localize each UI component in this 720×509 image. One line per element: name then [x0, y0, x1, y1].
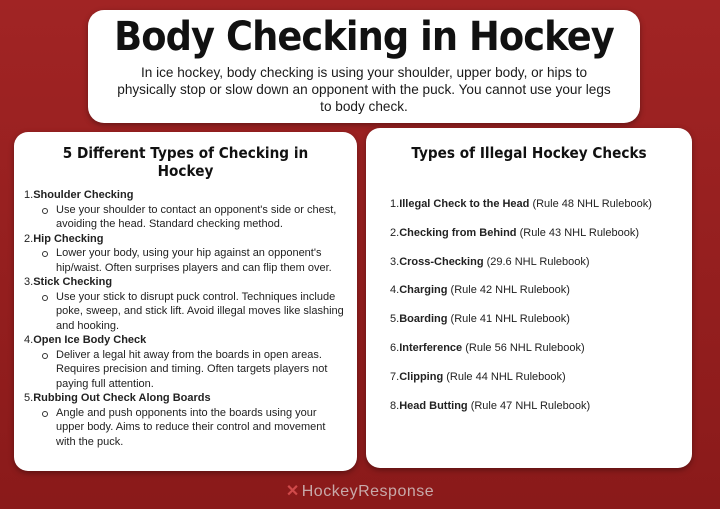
item-number: 1.	[24, 189, 34, 201]
item-number: 3.	[390, 255, 400, 268]
brand-name: HockeyResponse	[301, 483, 435, 500]
illegal-checks-card	[366, 128, 692, 468]
list-item	[24, 391, 347, 449]
item-number: 2.	[390, 226, 400, 239]
item-number: 5.	[390, 313, 400, 326]
checking-types-card	[14, 132, 357, 471]
list-item	[390, 400, 692, 429]
list-item	[390, 227, 692, 256]
page-title: Body Checking in Hockey	[114, 14, 614, 60]
illegal-checks-heading: Types of Illegal Hockey Checks	[411, 144, 647, 162]
item-name: Clipping	[399, 370, 444, 383]
list-item	[390, 371, 692, 400]
item-name: Interference	[399, 341, 463, 354]
item-name: Checking from Behind	[399, 226, 517, 239]
list-item	[390, 256, 692, 285]
item-name: Charging	[399, 284, 448, 297]
item-number: 4.	[24, 334, 34, 346]
item-name: Hip Checking	[33, 232, 104, 245]
list-item	[390, 313, 692, 342]
item-number: 5.	[24, 392, 34, 404]
item-name: Stick Checking	[33, 276, 113, 288]
item-name: Cross-Checking	[399, 255, 484, 268]
item-number: 6.	[390, 341, 400, 354]
item-number: 3.	[24, 276, 34, 288]
item-name: Open Ice Body Check	[33, 334, 147, 346]
item-name: Rubbing Out Check Along Boards	[33, 392, 211, 404]
list-item	[24, 275, 347, 333]
list-item	[390, 284, 692, 313]
item-description: Lower your body, using your hip against an opponent's hip/waist. Often surprises players and can flip them over.	[24, 246, 347, 275]
header-card	[88, 10, 640, 123]
item-rule: (Rule 48 NHL Rulebook)	[529, 198, 652, 210]
item-description: Angle and push opponents into the boards using your upper body. Aims to reduce their control and movement with the puck.	[24, 406, 347, 450]
item-rule: (Rule 41 NHL Rulebook)	[447, 313, 570, 326]
item-rule: (Rule 56 NHL Rulebook)	[462, 341, 585, 354]
item-rule: (29.6 NHL Rulebook)	[483, 255, 590, 268]
item-number: 2.	[24, 232, 34, 245]
brand-logo	[0, 481, 720, 501]
item-number: 7.	[390, 370, 400, 383]
item-rule: (Rule 47 NHL Rulebook)	[467, 399, 591, 412]
list-item	[24, 188, 347, 232]
item-name: Boarding	[399, 313, 448, 326]
item-rule: (Rule 44 NHL Rulebook)	[443, 370, 566, 383]
list-item	[24, 232, 347, 276]
item-name: Shoulder Checking	[33, 189, 134, 201]
item-rule: (Rule 42 NHL Rulebook)	[447, 284, 570, 297]
item-number: 4.	[390, 284, 400, 297]
item-description: Deliver a legal hit away from the boards in open areas. Requires precision and timing. Often targets players not paying full attention.	[24, 348, 347, 392]
item-name: Illegal Check to the Head	[399, 198, 530, 210]
intro-text: In ice hockey, body checking is using your shoulder, upper body, or hips to physically stop or slow down an opponent with the puck. You cannot use your legs to body check.	[117, 65, 611, 114]
list-item	[390, 342, 692, 371]
checking-types-heading: 5 Different Types of Checking in Hockey	[62, 144, 309, 180]
list-item	[390, 198, 692, 227]
illegal-checks-list	[366, 198, 692, 428]
item-name: Head Butting	[399, 399, 468, 412]
item-description: Use your shoulder to contact an opponent's side or chest, avoiding the head. Standard checking method.	[24, 203, 347, 232]
item-number: 1.	[390, 198, 400, 210]
checking-types-list	[14, 188, 357, 449]
item-number: 8.	[390, 399, 400, 412]
brand-x-icon: ✕	[285, 483, 300, 500]
item-description: Use your stick to disrupt puck control. Techniques include poke, sweep, and stick lift. Avoid illegal moves like slashing and hooking.	[24, 290, 347, 334]
item-rule: (Rule 43 NHL Rulebook)	[516, 226, 640, 239]
list-item	[24, 333, 347, 391]
